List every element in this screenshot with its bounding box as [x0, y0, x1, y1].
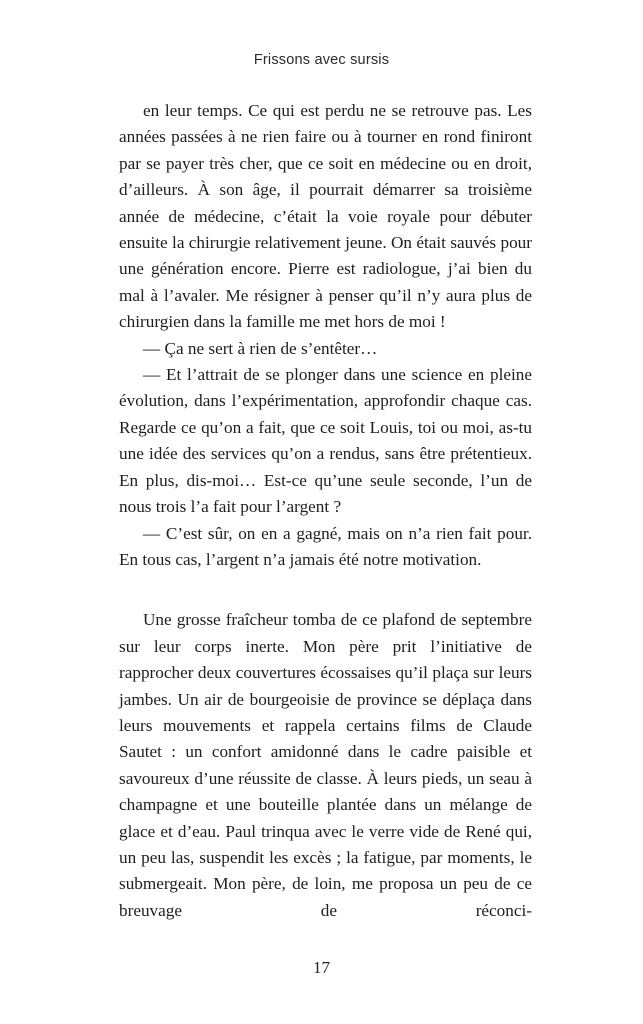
dialogue-line: — Et l’attrait de se plonger dans une science en pleine évolution, dans l’expérimentation, approfondir chaque cas. Regarde ce qu’on a fait, que ce soit Louis, toi ou moi, as-tu une idée des services qu’on a rendus, sans être prétentieux. En plus, dis-moi… Est-ce qu’une seule seconde, l’un de nous trois l’a fait pour l’argent ? [119, 365, 532, 517]
running-header: Frissons avec sursis [253, 52, 390, 68]
dialogue-line: — Ça ne sert à rien de s’entêter… [143, 338, 378, 358]
paragraph: en leur temps. Ce qui est perdu ne se retrouve pas. Les années passées à ne rien faire ou à tourner en rond finiront par se payer très cher, que ce soit en médecine ou en droit, d’ailleurs. À son âge, il pourrait démarrer sa troisième année de médecine, c’était la voie royale pour débuter ensuite la chirurgie relativement jeune. On était sauvés pour une génération encore. Pierre est radiologue, j’ai bien du mal à l’avaler. Me résigner à penser qu’il n’y aura plus de chirurgien dans la famille me met hors de moi ! [119, 101, 532, 332]
body-text [119, 98, 532, 924]
page-number: 17 [313, 958, 330, 977]
section-break [119, 573, 532, 607]
dialogue-line: — C’est sûr, on en a gagné, mais on n’a rien fait pour. En tous cas, l’argent n’a jamais été notre motivation. [119, 523, 532, 569]
paragraph: Une grosse fraîcheur tomba de ce plafond de septembre sur leur corps inerte. Mon père prit l’initiative de rapprocher deux couvertures écossaises qu’il plaça sur leurs jambes. Un air de bourgeoisie de province se déplaça dans leurs mouvements et rappela certains films de Claude Sautet : un confort amidonné dans le cadre paisible et savoureux d’une réussite de classe. À leurs pieds, un seau à champagne et une bouteille plantée dans un mélange de glace et d’eau. Paul trinqua avec le verre vide de René qui, un peu las, suspendit les excès ; la fatigue, par moments, le submergeait. Mon père, de loin, me proposa un peu de ce breuvage de réconci- [119, 610, 532, 920]
